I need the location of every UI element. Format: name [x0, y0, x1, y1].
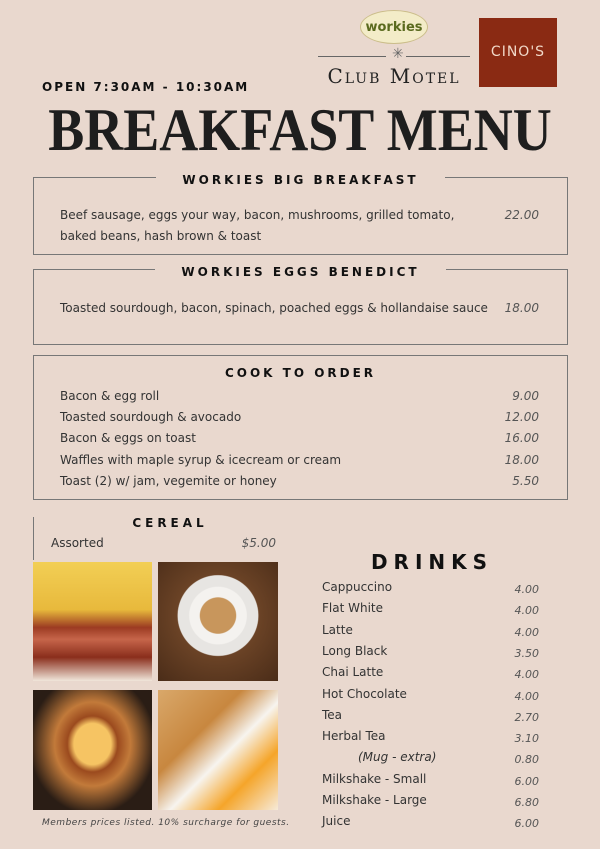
drink-item [322, 580, 539, 594]
price: 6.00 [514, 817, 539, 831]
section-title: WORKIES EGGS BENEDICT [155, 265, 445, 279]
drink-name: Milkshake - Small [322, 771, 427, 786]
price: 0.80 [514, 753, 539, 767]
drinks-title: DRINKS [370, 550, 494, 574]
divider [33, 517, 34, 560]
drink-name: Tea [322, 707, 343, 722]
star-icon: ✳ [392, 46, 404, 62]
menu-item: Toasted sourdough, bacon, spinach, poached eggs & hollandaise sauce 18.00 [60, 298, 539, 319]
drink-name: Juice [322, 814, 351, 829]
price: 16.00 [504, 431, 539, 445]
cereal-price: $5.00 [241, 536, 276, 550]
drink-name: Flat White [322, 601, 384, 616]
drink-item [322, 772, 539, 786]
price: 3.10 [514, 732, 539, 746]
price: 3.50 [514, 646, 539, 660]
page-title: BREAKFAST MENU [48, 97, 552, 163]
drink-item [322, 814, 539, 831]
price: 4.00 [514, 668, 539, 682]
drink-item [322, 644, 539, 658]
price: 12.00 [504, 410, 539, 424]
price: 5.50 [512, 474, 539, 488]
burger-photo [33, 690, 152, 810]
club-motel-logo: Club Motel [327, 64, 461, 88]
menu-item: Toasted sourdough & avocado 12.00 [60, 407, 539, 428]
drink-item [322, 708, 539, 722]
price: 22.00 [504, 208, 539, 222]
price: 9.00 [512, 389, 539, 403]
drink-name: (Mug - extra) [358, 750, 437, 765]
price: 2.70 [514, 710, 539, 724]
drink-item [322, 623, 539, 637]
divider [318, 56, 386, 57]
drink-item [322, 687, 539, 701]
cereal-item: Assorted [51, 536, 104, 550]
drink-item [322, 601, 539, 618]
eggs-bacon-photo [33, 562, 152, 681]
divider [406, 56, 470, 57]
price: 4.00 [514, 604, 539, 618]
section-big-breakfast [33, 173, 568, 255]
price: 6.80 [514, 796, 539, 809]
cereal-title: CEREAL [132, 516, 208, 530]
drink-item [322, 665, 539, 682]
price: 4.00 [514, 583, 539, 596]
cinos-logo: CINO'S [479, 18, 557, 87]
drink-name: Hot Chocolate [322, 686, 407, 701]
section-cook-to-order [33, 355, 568, 500]
drink-name: Milkshake - Large [322, 793, 427, 807]
workies-logo: workies [360, 10, 428, 44]
price: 18.00 [504, 453, 539, 467]
menu-item: Toast (2) w/ jam, vegemite or honey 5.50 [60, 471, 539, 492]
footer-note: Members prices listed. 10% surcharge for guests. [42, 818, 290, 828]
menu-item: Beef sausage, eggs your way, bacon, mushrooms, grilled tomato, baked beans, hash brown & toast 22.00 [60, 205, 539, 247]
price: 4.00 [514, 625, 539, 639]
price: 18.00 [504, 301, 539, 315]
section-eggs-benedict [33, 265, 568, 345]
section-title: WORKIES BIG BREAKFAST [156, 173, 444, 187]
menu-item: Waffles with maple syrup & icecream or cream 18.00 [60, 450, 539, 471]
drink-name: Latte [322, 622, 353, 637]
croissant-juice-photo [158, 690, 278, 810]
menu-item: Bacon & eggs on toast 16.00 [60, 428, 539, 449]
price: 4.00 [514, 689, 539, 703]
opening-hours: OPEN 7:30AM - 10:30AM [42, 80, 250, 94]
drink-name: Cappuccino [322, 580, 393, 594]
drink-name: Herbal Tea [322, 729, 386, 744]
drink-item [322, 729, 539, 746]
menu-item: Bacon & egg roll 9.00 [60, 386, 539, 407]
price: 6.00 [514, 774, 539, 788]
drink-item [322, 793, 539, 807]
drink-name: Chai Latte [322, 665, 384, 680]
coffee-photo [158, 562, 278, 681]
section-title: COOK TO ORDER [224, 366, 377, 380]
drink-item [322, 750, 539, 767]
drink-name: Long Black [322, 643, 388, 658]
